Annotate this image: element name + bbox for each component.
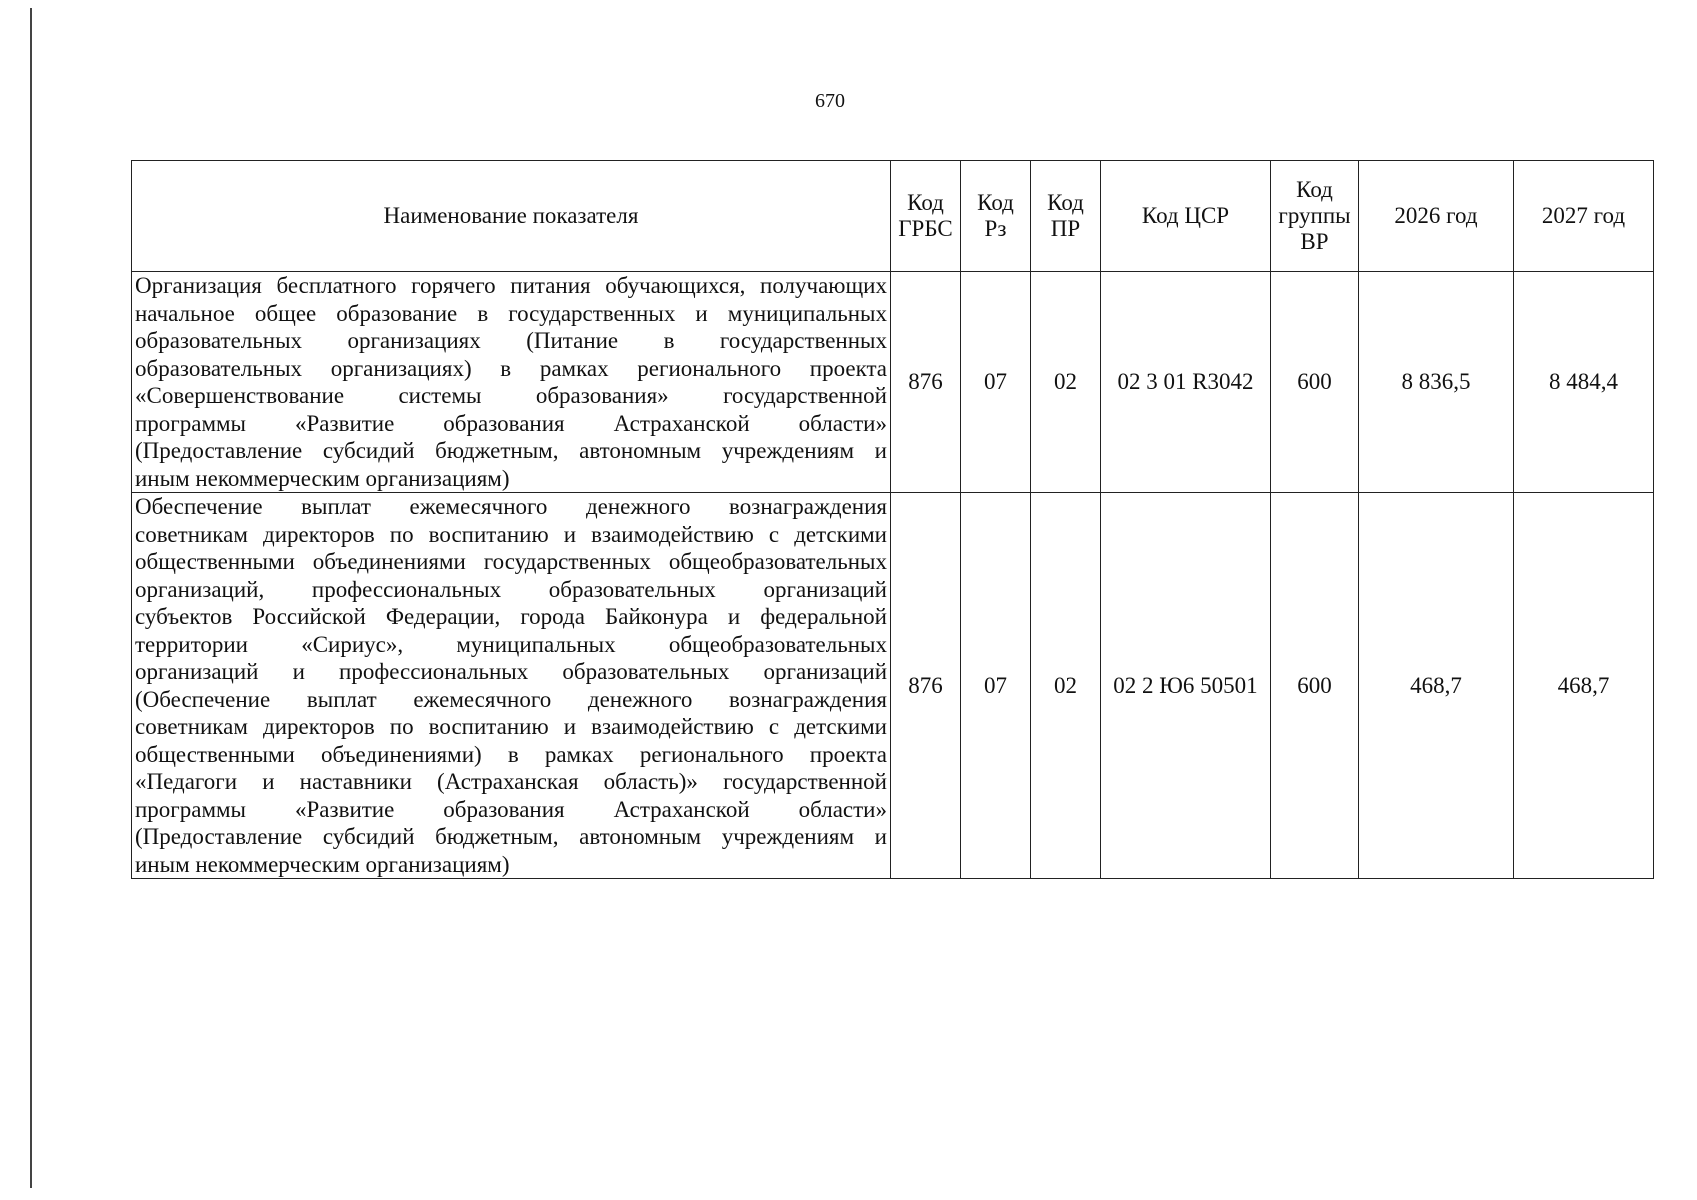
header-2026: 2026 год xyxy=(1359,161,1514,272)
text-line: субъектов Российской Федерации, города Байконура и федеральной xyxy=(135,604,887,629)
table-row xyxy=(132,272,1654,493)
text-line: иным некоммерческим организациям) xyxy=(135,851,510,877)
csr-code: 02 2 Ю6 50501 xyxy=(1101,493,1271,879)
text-line: организаций и профессиональных образовательных организаций xyxy=(135,659,887,684)
text-line: программы «Развитие образования Астраханской области» xyxy=(135,410,887,436)
pr-code: 02 xyxy=(1031,272,1101,493)
text-line: образовательных организациях) в рамках регионального проекта xyxy=(135,355,887,381)
header-row xyxy=(132,161,1654,272)
indicator-name xyxy=(132,272,891,493)
vr-code: 600 xyxy=(1271,493,1359,879)
rz-code: 07 xyxy=(961,493,1031,879)
amount-2027: 8 484,4 xyxy=(1514,272,1654,493)
budget-table xyxy=(131,160,1654,879)
header-grbs: Код ГРБС xyxy=(891,161,961,272)
header-2027: 2027 год xyxy=(1514,161,1654,272)
text-line: «Совершенствование системы образования» государственной xyxy=(135,383,887,408)
text-line: иным некоммерческим организациям) xyxy=(135,465,510,491)
header-csr: Код ЦСР xyxy=(1101,161,1271,272)
text-line: общественными объединениями) в рамках регионального проекта xyxy=(135,741,887,767)
header-vr: Код группы ВР xyxy=(1271,161,1359,272)
amount-2026: 8 836,5 xyxy=(1359,272,1514,493)
text-line: (Обеспечение выплат ежемесячного денежного вознаграждения xyxy=(135,686,887,712)
rz-code: 07 xyxy=(961,272,1031,493)
text-line: начальное общее образование в государственных и муниципальных xyxy=(135,300,887,326)
text-line: (Предоставление субсидий бюджетным, автономным учреждениям и xyxy=(135,824,887,849)
text-line: образовательных организациях (Питание в государственных xyxy=(135,328,887,353)
text-line: Организация бесплатного горячего питания обучающихся, получающих xyxy=(135,273,887,298)
text-line: «Педагоги и наставники (Астраханская область)» государственной xyxy=(135,769,887,794)
amount-2026: 468,7 xyxy=(1359,493,1514,879)
grbs-code: 876 xyxy=(891,272,961,493)
pr-code: 02 xyxy=(1031,493,1101,879)
amount-2027: 468,7 xyxy=(1514,493,1654,879)
text-line: (Предоставление субсидий бюджетным, автономным учреждениям и xyxy=(135,438,887,463)
header-name: Наименование показателя xyxy=(132,161,891,272)
table-row xyxy=(132,493,1654,879)
text-line: советникам директоров по воспитанию и взаимодействию с детскими xyxy=(135,521,887,547)
header-rz: Код Рз xyxy=(961,161,1031,272)
header-pr: Код ПР xyxy=(1031,161,1101,272)
text-line: Обеспечение выплат ежемесячного денежного вознаграждения xyxy=(135,494,887,519)
vr-code: 600 xyxy=(1271,272,1359,493)
margin-rule xyxy=(30,8,32,1188)
text-line: организаций, профессиональных образовательных организаций xyxy=(135,576,887,602)
csr-code: 02 3 01 R3042 xyxy=(1101,272,1271,493)
text-line: советникам директоров по воспитанию и взаимодействию с детскими xyxy=(135,714,887,739)
text-line: территории «Сириус», муниципальных общеобразовательных xyxy=(135,631,887,657)
page-number: 670 xyxy=(815,90,845,112)
text-line: общественными объединениями государственных общеобразовательных xyxy=(135,549,887,574)
indicator-name xyxy=(132,493,891,879)
grbs-code: 876 xyxy=(891,493,961,879)
text-line: программы «Развитие образования Астраханской области» xyxy=(135,796,887,822)
